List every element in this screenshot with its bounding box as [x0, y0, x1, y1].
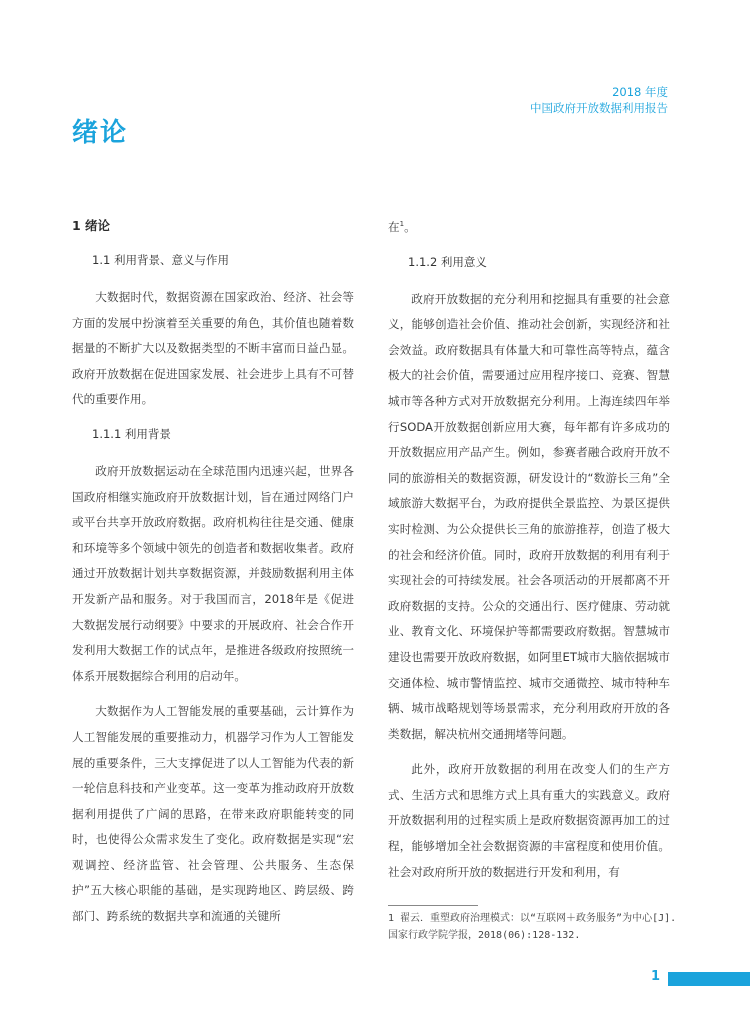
paragraph-practice: 此外，政府开放数据的利用在改变人们的生产方式、生活方式和思维方式上具有重大的实践意义。政府开放数据利用的过程实质上是政府数据资源再加工的过程，能够增加全社会数据资源的丰富程度和使用价值。社会对政府所开放的数据进行开发和利用，有 [388, 762, 670, 879]
section-heading-1: 1 绪论 [72, 218, 111, 233]
continuation-end: 。 [404, 220, 416, 234]
footnote: 1 翟云．重塑政府治理模式：以“互联网＋政务服务”为中心[J].国家行政学院学报，2018(06):128-132. [388, 913, 677, 941]
footnote-divider [388, 905, 478, 906]
chapter-title: 绪论 [72, 118, 129, 148]
paragraph-ai: 大数据作为人工智能发展的重要基础，云计算作为人工智能发展的重要推动力，机器学习作为人工智能发展的重要条件，三大支撑促进了以人工智能为代表的新一轮信息科技和产业变革。这一变革为推动政府开放数据利用提供了广阔的思路，在带来政府职能转变的同时，也使得公众需求发生了变化。政府数据是实现“宏观调控、经济监管、社会管理、公共服务、生态保护”五大核心职能的基础，是实现跨地区、跨层级、跨部门、跨系统的数据共享和流通的关键所 [72, 704, 354, 924]
page-number: 1 [651, 969, 661, 984]
report-title: 中国政府开放数据利用报告 [530, 101, 668, 115]
section-heading-1-1-1: 1.1.1 利用背景 [92, 426, 171, 441]
left-column [72, 215, 354, 940]
section-heading-1-1: 1.1 利用背景、意义与作用 [92, 253, 229, 267]
right-column [388, 215, 670, 895]
paragraph-continuation [388, 215, 670, 241]
footnote-ref[interactable]: 1 [399, 220, 405, 229]
section-heading-1-1-2: 1.1.2 利用意义 [408, 254, 487, 269]
continuation-text: 在 [388, 220, 400, 234]
page-number-bar [668, 972, 750, 986]
paragraph-intro: 大数据时代，数据资源在国家政治、经济、社会等方面的发展中扮演着至关重要的角色，其价值也随着数据量的不断扩大以及数据类型的不断丰富而日益凸显。政府开放数据在促进国家发展、社会进步上具有不可替代的重要作用。 [72, 290, 354, 407]
paragraph-significance: 政府开放数据的充分利用和挖掘具有重要的社会意义，能够创造社会价值、推动社会创新，实现经济和社会效益。政府数据具有体量大和可靠性高等特点，蕴含极大的社会价值，需要通过应用程序接口、竞赛、智慧城市等各种方式对开放数据充分利用。上海连续四年举行SODA开放数据创新应用大赛，每年都有许多成功的开放数据应用产品产生。例如，参赛者融合政府开放不同的旅游相关的数据资源，研发设计的“数游长三角”全域旅游大数据平台，为政府提供全景监控、为景区提供实时检测、为公众提供长三角的旅游推荐，创造了极大的社会和经济价值。同时，政府开放数据的利用有利于实现社会的可持续发展。社会各项活动的开展都离不开政府数据的支持。公众的交通出行、医疗健康、劳动就业、教育文化、环境保护等都需要政府数据。智慧城市建设也需要开放政府数据，如阿里ET城市大脑依据城市交通体检、城市警情监控、城市交通微控、城市特种车辆、城市战略规划等场景需求，充分利用政府开放的各类数据，解决杭州交通拥堵等问题。 [388, 291, 670, 741]
report-header [530, 84, 668, 116]
paragraph-background: 政府开放数据运动在全球范围内迅速兴起，世界各国政府相继实施政府开放数据计划，旨在通过网络门户或平台共享开放政府数据。政府机构往往是交通、健康和环境等多个领域中领先的创造者和数据收集者。政府通过开放数据计划共享数据资源，并鼓励数据利用主体开发新产品和服务。对于我国而言，2018年是《促进大数据发展行动纲要》中要求的开展政府、社会合作开发利用大数据工作的试点年，是推进各级政府按照统一体系开展数据综合利用的启动年。 [72, 463, 354, 683]
report-year: 2018 年度 [612, 85, 668, 99]
